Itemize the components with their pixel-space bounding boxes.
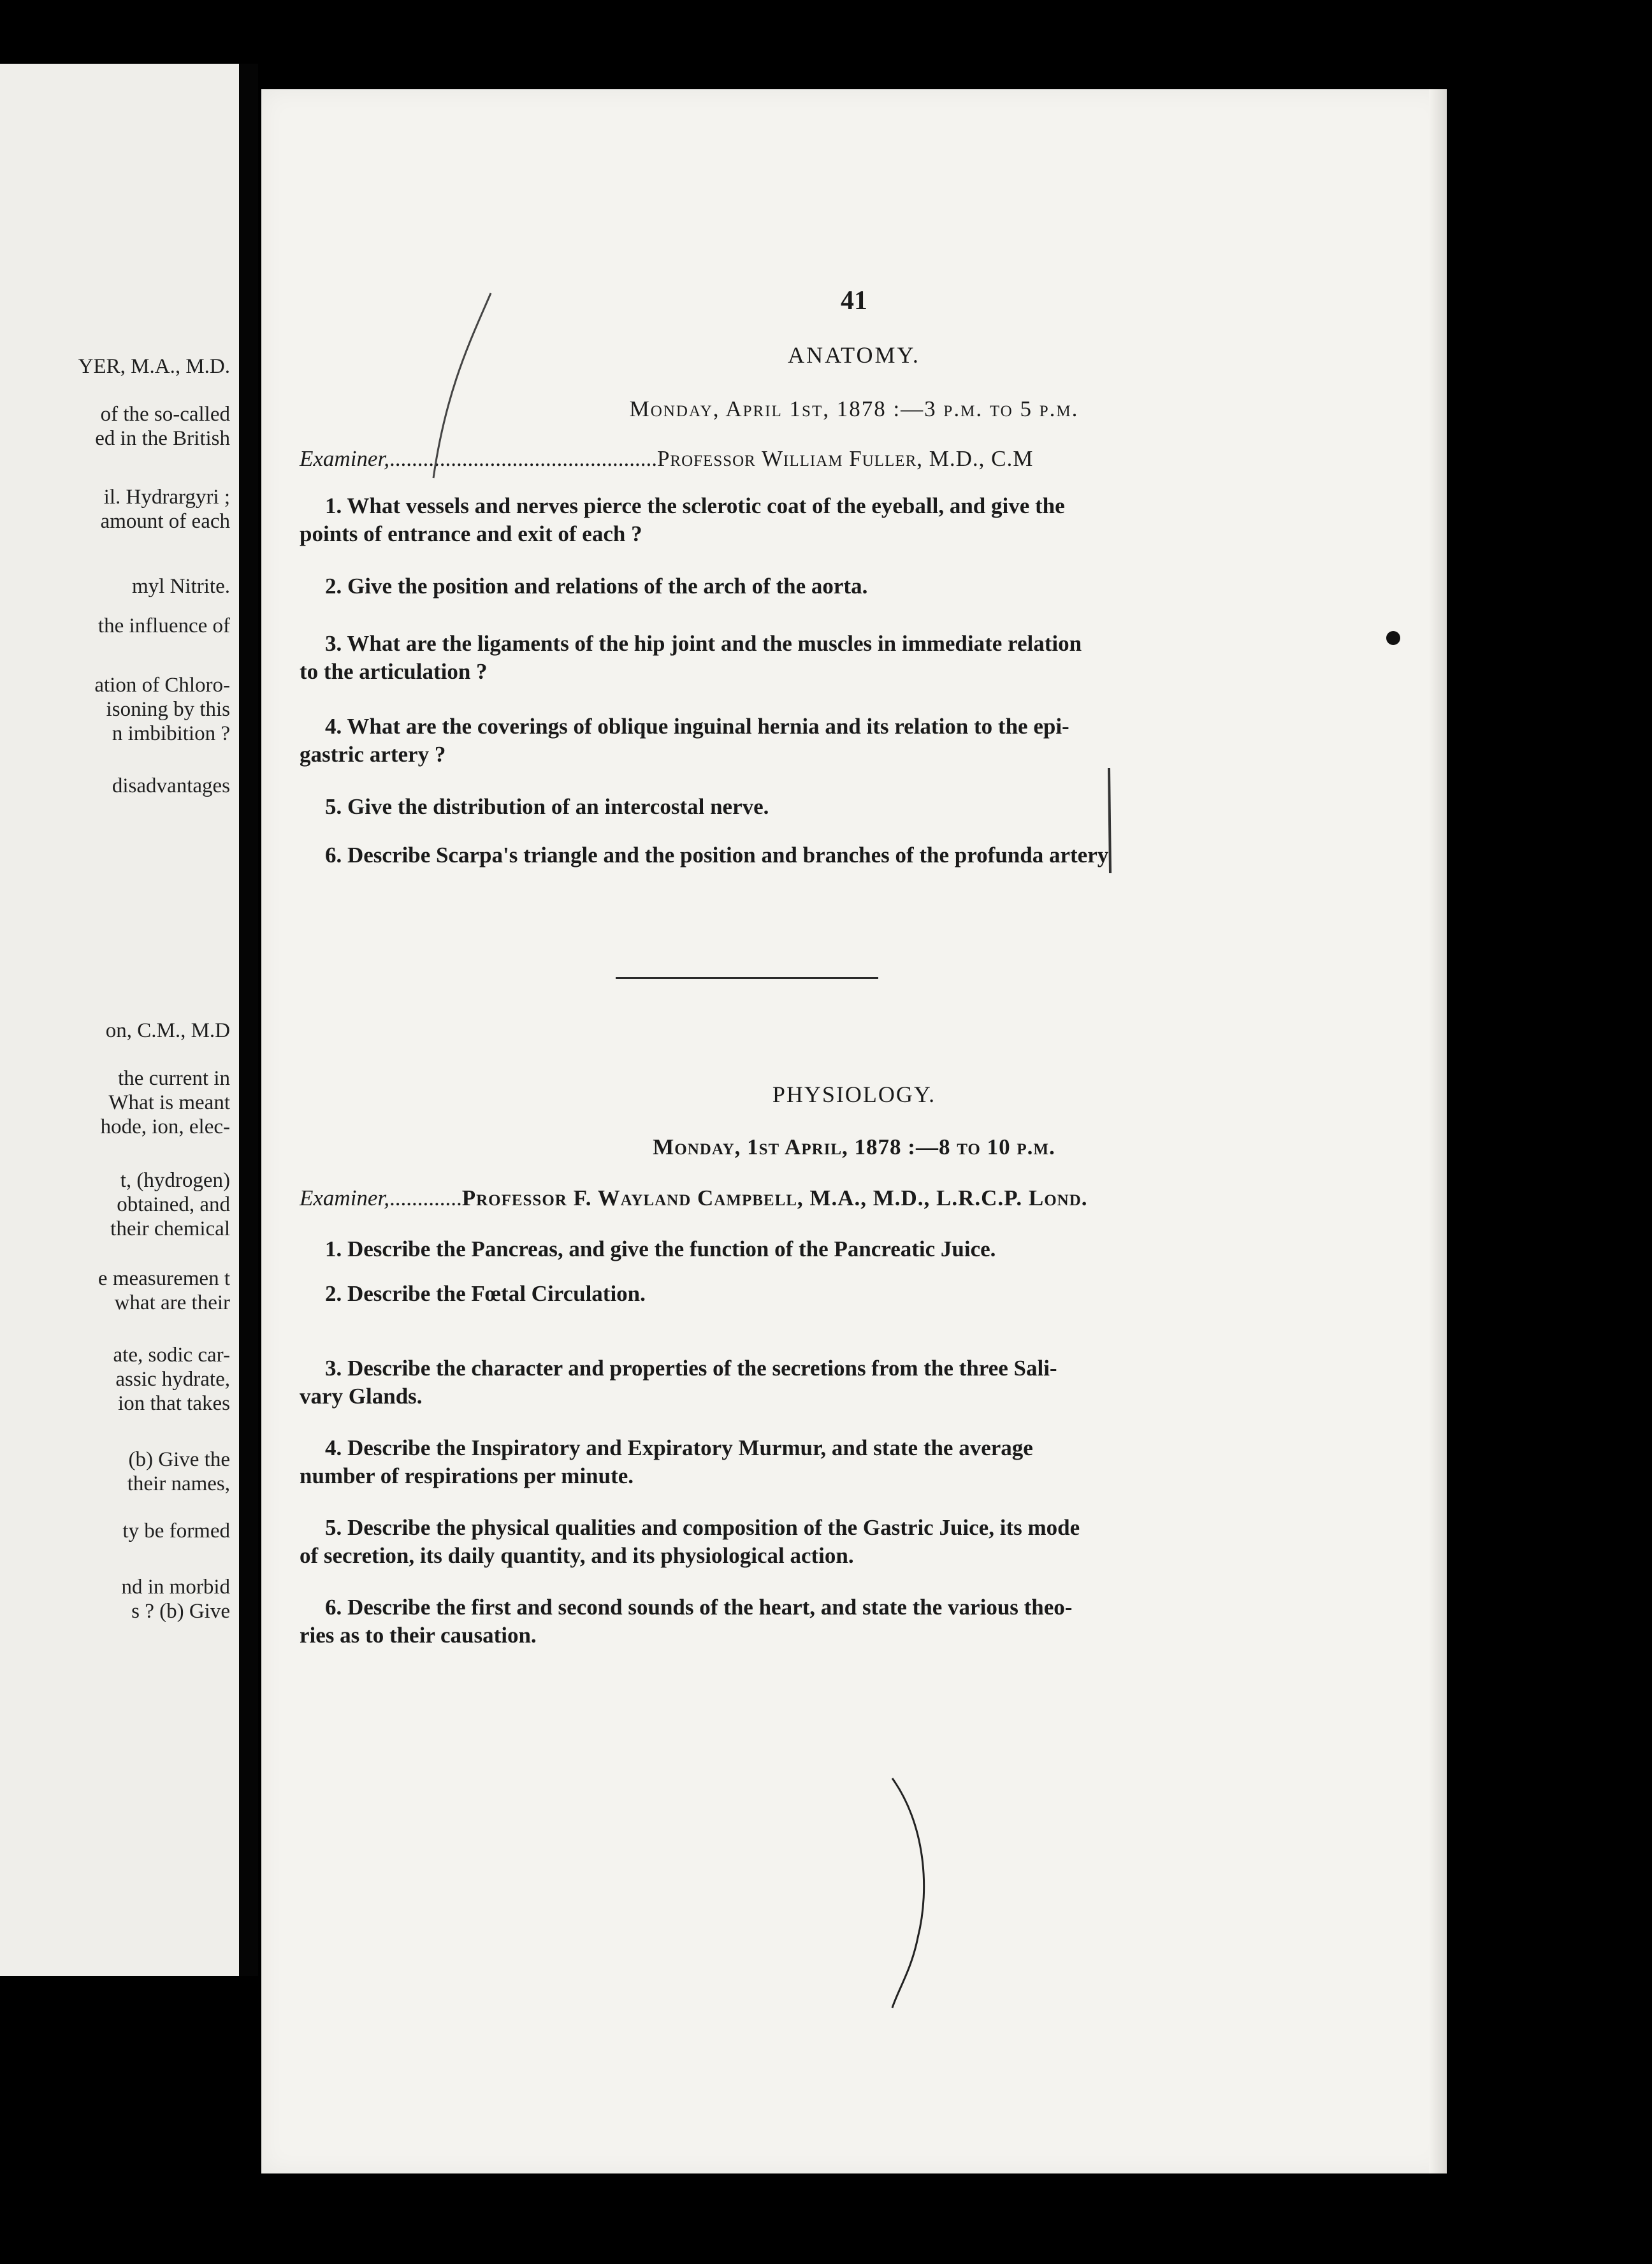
physiology-question-4-cont: number of respirations per minute. xyxy=(300,1463,634,1488)
physiology-question-4: 4. Describe the Inspiratory and Expiratory Murmur, and state the average xyxy=(325,1435,1033,1460)
pencil-stroke-mark xyxy=(421,287,497,491)
anatomy-examiner-dots: ................................................ xyxy=(389,446,657,471)
left-page-line: assic hydrate, xyxy=(115,1368,230,1391)
physiology-examiner-line xyxy=(300,1184,1088,1212)
section-divider xyxy=(616,977,878,979)
physiology-examiner-name: Professor F. Wayland Campbell, M.A., M.D., L.R.C.P. Lond. xyxy=(461,1186,1088,1210)
anatomy-question-6: 6. Describe Scarpa's triangle and the position and branches of the profunda artery xyxy=(325,843,1109,867)
anatomy-examiner-label: Examiner, xyxy=(300,446,389,471)
anatomy-question-3: 3. What are the ligaments of the hip joint and the muscles in immediate relation xyxy=(325,631,1082,656)
left-page-line: isoning by this xyxy=(106,698,230,721)
left-page-line: t, (hydrogen) xyxy=(120,1169,230,1192)
left-page-line: ty be formed xyxy=(122,1520,230,1542)
physiology-date-line: Monday, 1st April, 1878 :—8 to 10 p.m. xyxy=(653,1135,1055,1159)
physiology-question-6-cont: ries as to their causation. xyxy=(300,1623,537,1648)
left-page-line: What is meant xyxy=(108,1091,230,1114)
physiology-question-2: 2. Describe the Fœtal Circulation. xyxy=(325,1281,646,1306)
anatomy-question-3-cont: to the articulation ? xyxy=(300,659,488,684)
ink-dot xyxy=(1386,631,1400,645)
left-page-line: ed in the British xyxy=(95,427,230,450)
physiology-question-5: 5. Describe the physical qualities and composition of the Gastric Juice, its mode xyxy=(325,1515,1080,1540)
left-page-line: their chemical xyxy=(110,1217,230,1240)
left-page-line: (b) Give the xyxy=(128,1448,230,1471)
anatomy-question-1: 1. What vessels and nerves pierce the sclerotic coat of the eyeball, and give the xyxy=(325,493,1065,518)
anatomy-title: ANATOMY. xyxy=(788,342,920,368)
anatomy-question-1-cont: points of entrance and exit of each ? xyxy=(300,521,642,546)
main-page xyxy=(261,89,1447,2173)
left-page-line: the influence of xyxy=(98,614,230,637)
left-page-line: obtained, and xyxy=(117,1193,230,1216)
physiology-examiner-label: Examiner, xyxy=(300,1186,389,1210)
left-page-line: YER, M.A., M.D. xyxy=(78,355,230,378)
physiology-question-5-cont: of secretion, its daily quantity, and its physiological action. xyxy=(300,1543,854,1568)
left-page-line: il. Hydrargyri ; xyxy=(103,486,230,509)
left-page-line: ation of Chloro- xyxy=(94,674,230,697)
anatomy-question-4: 4. What are the coverings of oblique inguinal hernia and its relation to the epi- xyxy=(325,714,1069,739)
physiology-question-3: 3. Describe the character and properties of the secretions from the three Sali- xyxy=(325,1356,1057,1381)
left-page-line: myl Nitrite. xyxy=(132,575,230,598)
left-page-fragment xyxy=(0,64,239,1976)
left-page-line: ion that takes xyxy=(118,1392,230,1415)
pencil-tick-mark xyxy=(1096,765,1122,880)
left-page-line: what are their xyxy=(114,1291,230,1314)
page-number: 41 xyxy=(841,286,867,316)
anatomy-question-4-cont: gastric artery ? xyxy=(300,742,446,767)
physiology-question-6: 6. Describe the first and second sounds of the heart, and state the various theo- xyxy=(325,1595,1073,1620)
anatomy-question-5: 5. Give the distribution of an intercostal nerve. xyxy=(325,794,769,819)
left-page-line: disadvantages xyxy=(112,774,230,797)
anatomy-examiner-name: Professor William Fuller, M.D., C.M xyxy=(656,446,1034,471)
left-page-line: e measuremen t xyxy=(98,1267,230,1290)
left-page-line: of the so-called xyxy=(100,403,230,426)
physiology-examiner-dots: ............. xyxy=(389,1186,462,1210)
left-page-line: n imbibition ? xyxy=(112,722,230,745)
left-page-line: on, C.M., M.D xyxy=(105,1019,230,1042)
left-page-line: hode, ion, elec- xyxy=(100,1115,230,1138)
physiology-question-3-cont: vary Glands. xyxy=(300,1384,423,1409)
left-page-line: nd in morbid xyxy=(121,1576,230,1599)
physiology-question-1: 1. Describe the Pancreas, and give the function of the Pancreatic Juice. xyxy=(325,1237,996,1261)
anatomy-date-line: Monday, April 1st, 1878 :—3 p.m. to 5 p.m. xyxy=(629,396,1079,421)
book-gutter xyxy=(239,64,258,1976)
anatomy-question-2: 2. Give the position and relations of the arch of the aorta. xyxy=(325,574,868,599)
pencil-curve-mark xyxy=(886,1772,950,2014)
physiology-title: PHYSIOLOGY. xyxy=(772,1082,936,1107)
left-page-line: amount of each xyxy=(100,510,230,533)
left-page-line: ate, sodic car- xyxy=(113,1344,230,1367)
left-page-line: their names, xyxy=(127,1472,230,1495)
left-page-line: the current in xyxy=(118,1067,230,1090)
left-page-line: s ? (b) Give xyxy=(131,1600,230,1623)
anatomy-examiner-line xyxy=(300,445,1033,473)
